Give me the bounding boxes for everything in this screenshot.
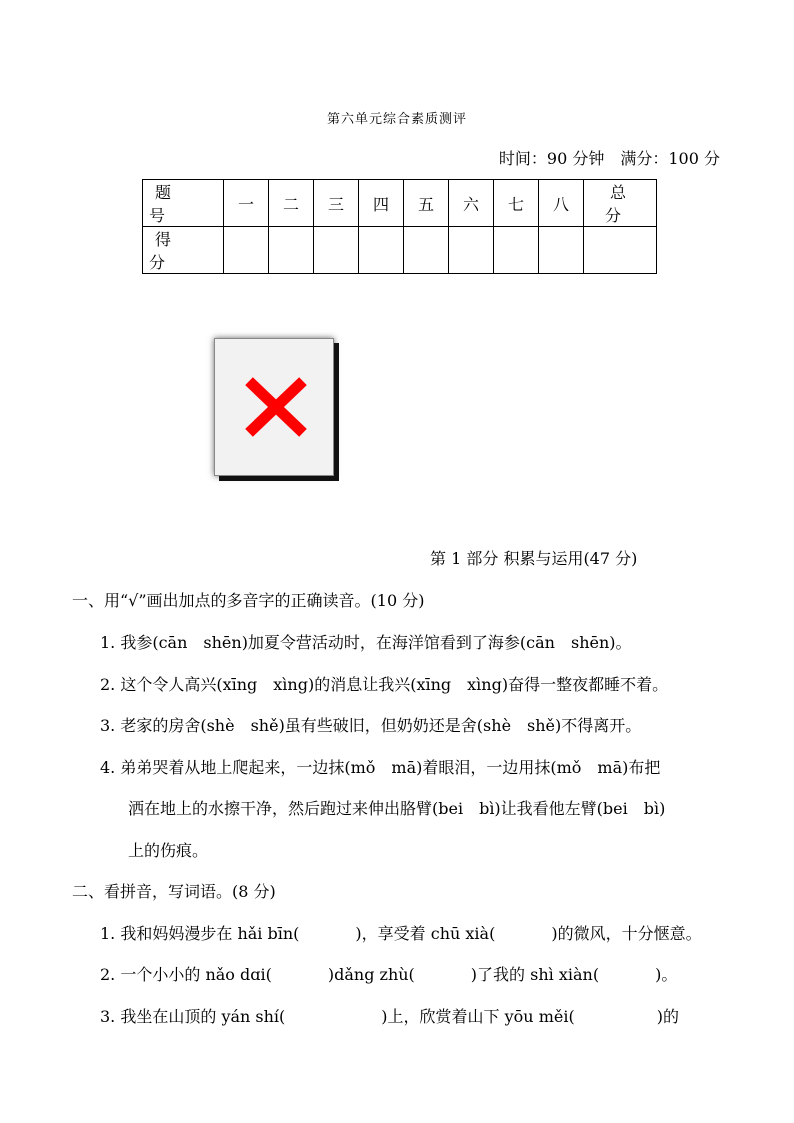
list-item-continuation: 洒在地上的水擦干净，然后跑过来伸出胳臂(bei bì)让我看他左臂(bei bì) xyxy=(128,799,666,818)
list-item: 4. 弟弟哭着从地上爬起来，一边抹(mǒ mā)着眼泪，一边用抹(mǒ mā)布把 xyxy=(100,758,661,777)
item-text: )。 xyxy=(655,965,678,984)
col-header: 二 xyxy=(269,180,314,227)
score-cell[interactable] xyxy=(449,227,494,274)
list-item xyxy=(100,1004,679,1027)
list-item: 3. 老家的房舍(shè shě)虽有些破旧，但奶奶还是舍(shè shě)不得离开。 xyxy=(100,716,642,735)
item-text: 我坐在山顶的 yán shí( xyxy=(120,1007,286,1026)
col-header: 一 xyxy=(224,180,269,227)
section2-heading: 二、看拼音，写词语。(8 分) xyxy=(72,882,276,901)
item-number: 1. xyxy=(100,924,116,943)
score-table xyxy=(142,179,671,274)
list-item xyxy=(100,921,702,944)
col-header: 四 xyxy=(359,180,404,227)
part-title: 第 1 部分 积累与运用(47 分) xyxy=(430,549,638,568)
score-cell[interactable] xyxy=(404,227,449,274)
table-row xyxy=(143,227,657,274)
col-header-total: 总 分 xyxy=(584,180,657,227)
table-row xyxy=(143,180,657,227)
score-cell[interactable] xyxy=(539,227,584,274)
list-item-continuation: 上的伤痕。 xyxy=(128,841,209,860)
col-header: 七 xyxy=(494,180,539,227)
list-item: 2. 这个令人高兴(xīng xìng)的消息让我兴(xīng xìng)奋得一整夜都睡不着。 xyxy=(100,675,669,694)
section1-heading: 一、用“√”画出加点的多音字的正确读音。(10 分) xyxy=(72,591,425,610)
exam-meta: 时间：90 分钟 满分：100 分 xyxy=(498,149,720,168)
item-text: )了我的 shì xiàn( xyxy=(470,965,600,984)
score-cell[interactable] xyxy=(584,227,657,274)
score-cell[interactable] xyxy=(359,227,404,274)
col-header: 六 xyxy=(449,180,494,227)
item-text: 我和妈妈漫步在 hǎi bīn( xyxy=(120,924,300,943)
score-cell[interactable] xyxy=(314,227,359,274)
row-label-question: 题 号 xyxy=(143,180,224,227)
score-cell[interactable] xyxy=(269,227,314,274)
broken-image-icon xyxy=(245,377,307,437)
row-label-score: 得 分 xyxy=(143,227,224,274)
score-cell[interactable] xyxy=(224,227,269,274)
item-text: )的 xyxy=(656,1007,679,1026)
col-header: 五 xyxy=(404,180,449,227)
item-text: 一个小小的 nǎo dɑi( xyxy=(120,965,272,984)
item-number: 3. xyxy=(100,1007,116,1026)
col-header: 三 xyxy=(314,180,359,227)
list-item xyxy=(100,962,677,985)
item-text: )，享受着 chū xià( xyxy=(355,924,496,943)
list-item: 1. 我参(cān shēn)加夏令营活动时，在海洋馆看到了海参(cān shēn)。 xyxy=(100,633,632,652)
item-text: )的微风，十分惬意。 xyxy=(551,924,702,943)
page-title: 第六单元综合素质测评 xyxy=(326,112,467,127)
item-number: 2. xyxy=(100,965,116,984)
item-text: )dǎng zhù( xyxy=(327,965,415,984)
item-text: )上，欣赏着山下 yōu měi( xyxy=(381,1007,575,1026)
col-header: 八 xyxy=(539,180,584,227)
broken-image-placeholder xyxy=(214,338,334,476)
score-cell[interactable] xyxy=(494,227,539,274)
